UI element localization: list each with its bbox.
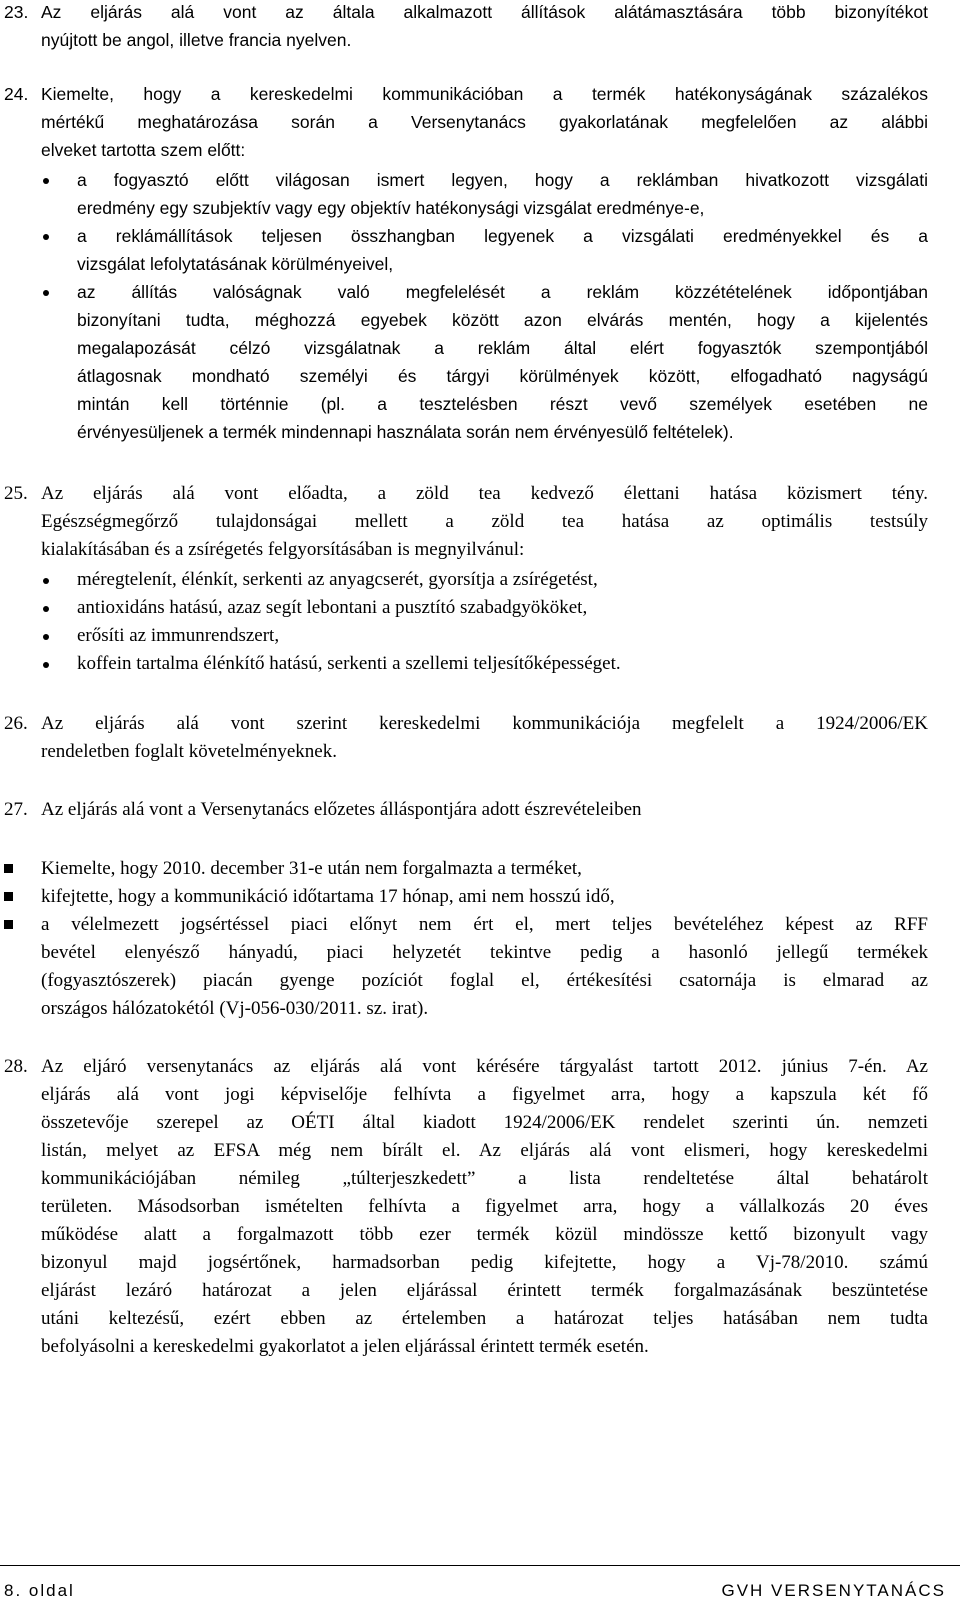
list-item-line: kifejtette, hogy a kommunikáció időtartama 17 hónap, ami nem hosszú idő, [41, 886, 615, 907]
paragraph-line: kommunikációjában némileg „túlterjeszkedett” a lista rendeltetése által behatárolt [41, 1168, 928, 1189]
bullet-icon [43, 634, 49, 640]
list-item-line: átlagosnak mondható személyi és tárgyi körülmények között, elfogadható nagyságú [77, 366, 928, 386]
list-item-line: országos hálózatokétól (Vj-056-030/2011. sz. irat). [41, 998, 429, 1019]
paragraph-line: bizonyul majd jogsértőnek, harmadsorban pedig kifejtette, hogy a Vj-78/2010. számú [41, 1252, 928, 1273]
list-item-line: az állítás valóságnak való megfelelését a reklám közzétételének időpontjában [77, 282, 928, 302]
list-item-line: (fogyasztószerek) piacán gyenge pozíciót foglal el, értékesítési csatornája is elmarad az [41, 970, 928, 991]
list-item-line: mintán kell történnie (pl. a tesztelésben részt vevő személyek esetében ne [77, 394, 928, 414]
list-item [0, 166, 952, 222]
list-item [0, 650, 952, 678]
list-item-line: Kiemelte, hogy 2010. december 31-e után nem forgalmazta a terméket, [41, 858, 582, 879]
paragraph-line: Az eljárás alá vont előadta, a zöld tea kedvező élettani hatása közismert tény. [41, 483, 928, 504]
paragraph-number: 24. [4, 84, 29, 104]
bullet-icon [43, 606, 49, 612]
paragraph-line: területen. Másodsorban ismételten felhívta a figyelmet arra, hogy a vállalkozás 20 éves [41, 1196, 928, 1217]
list-item-line: eredmény egy szubjektív vagy egy objektív hatékonysági vizsgálat eredménye-e, [77, 198, 705, 218]
paragraph-23 [0, 0, 952, 54]
paragraph-line: eljárást lezáró határozat a jelen eljárással érintett termék forgalmazásának beszüntetése [41, 1280, 928, 1301]
paragraph-28 [0, 1053, 952, 1361]
paragraph-line: Egészségmegőrző tulajdonságai mellett a zöld tea hatása az optimális testsúly [41, 511, 928, 532]
paragraph-number: 27. [4, 799, 28, 820]
list-item [0, 855, 952, 883]
paragraph-line: elveket tartotta szem előtt: [41, 140, 246, 160]
paragraph-27 [0, 796, 952, 824]
list-item-line: méregtelenít, élénkít, serkenti az anyagcserét, gyorsítja a zsírégetést, [77, 569, 598, 590]
list-item-line: bevétel elenyésző hányadú, piaci helyzetét tekintve pedig a hasonló jellegű termékek [41, 942, 928, 963]
list-item [0, 883, 952, 911]
list-item-line: vizsgálat lefolytatásának körülményeivel, [77, 254, 394, 274]
list-item [0, 222, 952, 278]
list-item-line: megalapozását célzó vizsgálatnak a reklám által elért fogyasztók szempontjából [77, 338, 928, 358]
paragraph-line: eljárás alá vont jogi képviselője felhívta a figyelmet arra, hogy a kapszula két fő [41, 1084, 928, 1105]
paragraph-line: Az eljárás alá vont szerint kereskedelmi kommunikációja megfelelt a 1924/2006/EK [41, 713, 928, 734]
bullet-list-25 [0, 566, 952, 678]
list-item-line: érvényesüljenek a termék mindennapi használata során nem érvényesülő feltételek). [77, 422, 734, 442]
paragraph-line: nyújtott be angol, illetve francia nyelven. [41, 30, 352, 50]
paragraph-line: befolyásolni a kereskedelmi gyakorlatot a jelen eljárással érintett termék esetén. [41, 1336, 649, 1357]
square-bullet-icon [4, 920, 13, 929]
page-number: 8. oldal [4, 1581, 75, 1600]
paragraph-line: Az eljárás alá vont a Versenytanács előzetes álláspontjára adott észrevételeiben [41, 799, 642, 820]
list-item-line: bizonyítani tudta, méghozzá egyebek között azon elvárás mentén, hogy a kijelentés [77, 310, 928, 330]
paragraph-number: 26. [4, 713, 28, 734]
bullet-list-24 [0, 166, 952, 446]
bullet-list-27 [0, 855, 952, 1023]
bullet-icon [43, 290, 49, 296]
list-item [0, 622, 952, 650]
list-item-line: a fogyasztó előtt világosan ismert legyen, hogy a reklámban hivatkozott vizsgálati [77, 170, 928, 190]
paragraph-line: Az eljáró versenytanács az eljárás alá vont kérésére tárgyalást tartott 2012. június 7-én. Az [41, 1056, 928, 1077]
paragraph-line: mértékű meghatározása során a Versenytanács gyakorlatának megfelelően az alábbi [41, 112, 928, 132]
paragraph-25 [0, 480, 952, 564]
list-item [0, 278, 952, 446]
footer-divider [0, 1565, 960, 1566]
bullet-icon [43, 234, 49, 240]
paragraph-line: rendeletben foglalt követelményeknek. [41, 741, 337, 762]
paragraph-26 [0, 710, 952, 766]
paragraph-line: működése alatt a forgalmazott több ezer termék közül mindössze kettő bizonyult vagy [41, 1224, 928, 1245]
list-item [0, 911, 952, 1023]
bullet-icon [43, 578, 49, 584]
paragraph-line: összetevője szerepel az OÉTI által kiadott 1924/2006/EK rendelet szerinti ún. nemzeti [41, 1112, 928, 1133]
list-item-line: a vélelmezett jogsértéssel piaci előnyt nem ért el, mert teljes bevételéhez képest az RFF [41, 914, 928, 935]
list-item-line: a reklámállítások teljesen összhangban legyenek a vizsgálati eredményekkel és a [77, 226, 928, 246]
paragraph-line: kialakításában és a zsírégetés felgyorsításában is megnyilvánul: [41, 539, 525, 560]
footer-organization: GVH VERSENYTANÁCS [721, 1581, 946, 1600]
list-item-line: erősíti az immunrendszert, [77, 625, 280, 646]
square-bullet-icon [4, 864, 13, 873]
paragraph-line: utáni keltezésű, ezért ebben az értelemben a határozat teljes hatásában nem tudta [41, 1308, 928, 1329]
bullet-icon [43, 178, 49, 184]
bullet-icon [43, 662, 49, 668]
paragraph-line: listán, melyet az EFSA még nem bírált el. Az eljárás alá vont elismeri, hogy kereskedelmi [41, 1140, 928, 1161]
list-item-line: koffein tartalma élénkítő hatású, serkenti a szellemi teljesítőképességet. [77, 653, 621, 674]
paragraph-number: 23. [4, 2, 29, 22]
list-item [0, 594, 952, 622]
list-item-line: antioxidáns hatású, azaz segít lebontani a pusztító szabadgyököket, [77, 597, 588, 618]
paragraph-line: Az eljárás alá vont az általa alkalmazott állítások alátámasztására több bizonyítékot [41, 2, 928, 22]
square-bullet-icon [4, 892, 13, 901]
paragraph-number: 25. [4, 483, 28, 504]
paragraph-24 [0, 80, 952, 164]
paragraph-line: Kiemelte, hogy a kereskedelmi kommunikációban a termék hatékonyságának százalékos [41, 84, 928, 104]
paragraph-number: 28. [4, 1056, 28, 1077]
list-item [0, 566, 952, 594]
